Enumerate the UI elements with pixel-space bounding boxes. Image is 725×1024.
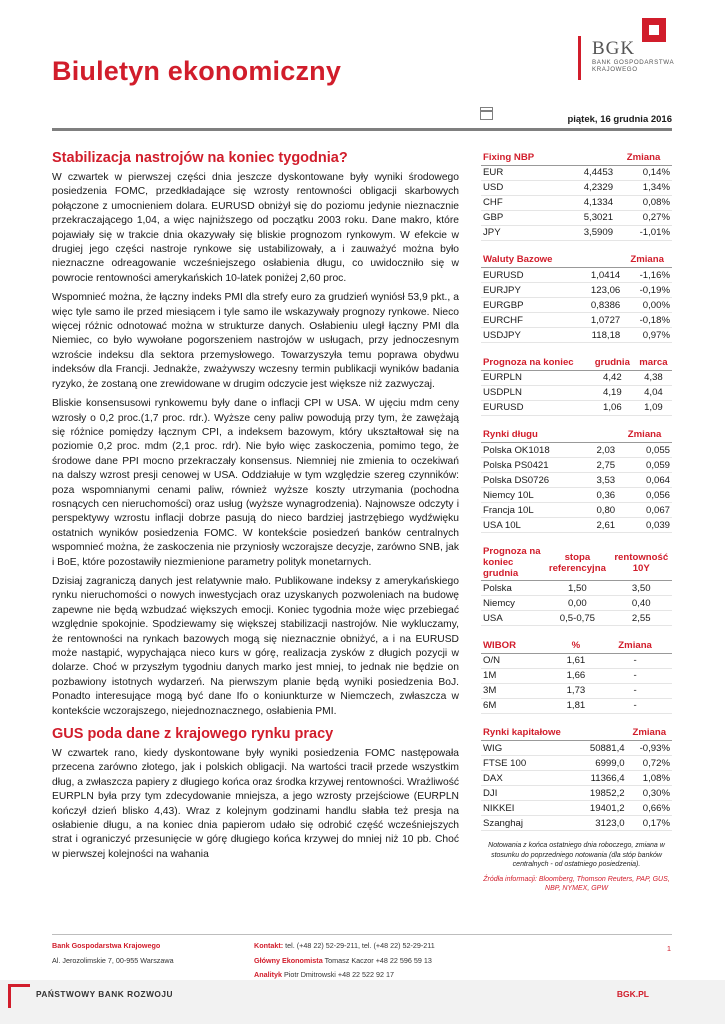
table-header-cell: Zmiana <box>627 726 672 741</box>
table-cell: 3M <box>481 683 554 698</box>
table-cell: 2,75 <box>584 458 617 473</box>
table-cell: 1,50 <box>544 581 610 596</box>
table-header-row <box>481 726 672 741</box>
table-cell: Polska OK1018 <box>481 443 584 458</box>
table-cell: EURUSD <box>481 400 590 415</box>
issue-date: piątek, 16 grudnia 2016 <box>567 114 672 125</box>
table-cell: 1,81 <box>554 698 599 713</box>
table-header-cell: Fixing NBP <box>481 150 565 165</box>
table-cell: 0,97% <box>622 328 672 343</box>
table-row <box>481 668 672 683</box>
table-cell: EURCHF <box>481 313 578 328</box>
table-cell: 4,2329 <box>565 180 616 195</box>
table-cell: 0,72% <box>627 756 672 771</box>
table-cell: Niemcy <box>481 596 544 611</box>
table-cell: 0,056 <box>617 488 672 503</box>
table-row <box>481 370 672 385</box>
page-number: 1 <box>666 944 671 953</box>
table-cell: -1,16% <box>622 268 672 283</box>
table-cell: USD <box>481 180 565 195</box>
table-cell: EURGBP <box>481 298 578 313</box>
table-cell: Polska <box>481 581 544 596</box>
table-cell: 0,17% <box>627 816 672 831</box>
footer-bank-name: Bank Gospodarstwa Krajowego <box>52 941 161 950</box>
table-cell: 2,03 <box>584 443 617 458</box>
table-cell: 6M <box>481 698 554 713</box>
table-row <box>481 283 672 298</box>
table-cell: 19852,2 <box>580 786 627 801</box>
table-row <box>481 225 672 240</box>
footer-contact: Kontakt: tel. (+48 22) 52-29-211, tel. (+48 22) 52-29-211 <box>254 941 435 950</box>
wibor-table <box>481 638 672 714</box>
table-cell: - <box>598 698 672 713</box>
table-cell: 11366,4 <box>580 771 627 786</box>
table-header-cell <box>580 726 627 741</box>
capital-markets-table <box>481 726 672 832</box>
table-header-cell: stopa referencyjna <box>544 545 610 581</box>
article2-heading: GUS poda dane z krajowego rynku pracy <box>52 726 334 743</box>
table-row <box>481 488 672 503</box>
table-row <box>481 210 672 225</box>
article1-paragraph: Dzisiaj zagraniczą danych jest relatywnie mało. Publikowane indeksy z amerykańskiego rynku nieruchomości o nowych inwestycjach oraz uzyskanych pozwoleniach na budowę zapewne nie będą wzbudzać większych emocji. Koniec tygodnia może więc przebiegać względnie spokojnie. Spodziewamy się większej stabilizacji nastrojów. Nie wykluczamy, że rentowności na rynkach bazowych mogą się nieznacznie obniżyć, a i na EURUSD może nastąpić, wypychająca nieco kurs w górę, realizacja zysków z długich pozycji w dolarze. Choć w przyszłym tygodniu danych marko jest mniej, to jednak nie będzie on pozbawiony istotnych wydarzeń. Na pierwszym planie będą wyniki posiedzenia BoJ. Ponadto interesujące mogą być dane Ifo o koniunkturze w Niemczech, zwłaszcza w kontekście wczorajszego, niejednoznacznego, osłabienia PMI. <box>52 575 459 717</box>
table-cell: 0,067 <box>617 503 672 518</box>
table-cell: 0,039 <box>617 518 672 533</box>
table-row <box>481 756 672 771</box>
header-divider <box>52 128 672 131</box>
footer-analyst: Analityk Piotr Dmitrowski +48 22 522 92 17 <box>254 970 395 979</box>
table-row <box>481 611 672 626</box>
table-cell: Polska DS0726 <box>481 473 584 488</box>
debt-market-table <box>481 428 672 534</box>
table-cell: 50881,4 <box>580 741 627 756</box>
table-cell: 0,8386 <box>578 298 622 313</box>
table-cell: 118,18 <box>578 328 622 343</box>
table-row <box>481 328 672 343</box>
table-cell: EURPLN <box>481 370 590 385</box>
table-row <box>481 268 672 283</box>
table-row <box>481 771 672 786</box>
table-cell: CHF <box>481 195 565 210</box>
table-cell: 3,53 <box>584 473 617 488</box>
table-cell: 4,4453 <box>565 165 616 180</box>
table-cell: 2,55 <box>611 611 672 626</box>
page-title: Biuletyn ekonomiczny <box>52 56 342 86</box>
table-header-cell: Prognoza na koniec grudnia <box>481 545 544 581</box>
fixing-table <box>481 150 672 241</box>
table-row <box>481 741 672 756</box>
table-header-cell: Zmiana <box>598 638 672 653</box>
table-cell: 5,3021 <box>565 210 616 225</box>
table-cell: WIG <box>481 741 580 756</box>
table-row <box>481 473 672 488</box>
article1-paragraph: Wspomnieć można, że łączny indeks PMI dla strefy euro za grudzień wyniósł 53,9 pkt., a więc tyle samo ile przed miesiącem i tyle samo ile wskazywały prognozy rynkowe. Nieco więcej różnic odnotować można w strukturze danych. Osłabieniu uległ łączny PMI dla Niemiec, co było wywołane pogorszeniem nastrojów w usługach, przy jednoczesnym wzroście indeksu dla sektora przemysłowego. Towarzyszyła temu poprawa obydwu indeksów dla Francji. Jednakże, zważywszy wczesny termin publikacji wyników badania ryzyko, że zostaną one zrewidowane w drugim odczycie jest większe niż zazwyczaj. <box>52 292 459 390</box>
table-cell: FTSE 100 <box>481 756 580 771</box>
forecast-table <box>481 355 672 416</box>
table-header-row <box>481 355 672 370</box>
table-cell: 0,00 <box>544 596 610 611</box>
table-row <box>481 400 672 415</box>
footer-chief-economist: Główny Ekonomista Tomasz Kaczor +48 22 596 59 13 <box>254 956 432 965</box>
quote-note: Notowania z końca ostatniego dnia roboczego, zmiana w stosunku do poprzedniego notowania (dla stóp banków centralnych - od ostatniego posiedzenia). <box>488 842 665 868</box>
table-cell: 1M <box>481 668 554 683</box>
table-cell: 1,06 <box>590 400 635 415</box>
table-row <box>481 458 672 473</box>
table-cell: 6999,0 <box>580 756 627 771</box>
table-row <box>481 698 672 713</box>
sources-note: Źródła informacji: Bloomberg, Thomson Reuters, PAP, GUS, NBP, NYMEX, GPW <box>483 875 670 892</box>
logo-subtitle: BANK GOSPODARSTWA KRAJOWEGO <box>592 59 675 73</box>
table-header-row <box>481 638 672 653</box>
table-cell: 1,61 <box>554 653 599 668</box>
logo-text: BGK <box>592 38 636 59</box>
table-cell: -0,19% <box>622 283 672 298</box>
table-row <box>481 195 672 210</box>
table-cell: Polska PS0421 <box>481 458 584 473</box>
footer-strip <box>0 980 725 1024</box>
table-cell: 0,66% <box>627 801 672 816</box>
table-cell: 0,40 <box>611 596 672 611</box>
table-header-row <box>481 253 672 268</box>
table-cell: 0,14% <box>615 165 672 180</box>
table-cell: O/N <box>481 653 554 668</box>
pbr-logo-icon <box>8 984 30 1008</box>
article1-heading: Stabilizacja nastrojów na koniec tygodnia? <box>52 150 348 166</box>
table-cell: 1,0414 <box>578 268 622 283</box>
table-cell: GBP <box>481 210 565 225</box>
footer-divider <box>52 934 672 935</box>
logo-square-icon <box>642 18 666 42</box>
table-cell: 4,38 <box>635 370 672 385</box>
bgk-logo <box>578 18 688 80</box>
table-row <box>481 385 672 400</box>
table-cell: - <box>598 653 672 668</box>
table-row <box>481 298 672 313</box>
table-row <box>481 683 672 698</box>
article1-paragraph: W czwartek w pierwszej części dnia jeszcze dyskontowane były wyniki środowego posiedzenia FOMC, przedkładające się wzrosty rentowności obligacji skarbowych połączone z umocnieniem dolara. EURUSD obniżył się do poziomu jedynie nieznacznie przekraczającego 1,04, a więc najniższego od początku 2003 roku. Dane makro, które pojawiały się w trakcie dnia okazywały się bliskie prognozom rynkowym. W efekcie w drugiej jego części nastroje rynkowe się ustabilizowały, a i zauważyć można było nieznaczne odreagowanie wcześniejszego osłabienia długu, co uwidoczniło się w powrocie rentowności amerykańskich 10-latek poniżej 2,60 proc. <box>52 172 459 284</box>
table-header-cell: Rynki długu <box>481 428 584 443</box>
table-row <box>481 653 672 668</box>
base-currencies-table <box>481 253 672 344</box>
table-header-cell: Zmiana <box>622 253 672 268</box>
table-cell: USA 10L <box>481 518 584 533</box>
table-cell: 19401,2 <box>580 801 627 816</box>
table-cell: -0,18% <box>622 313 672 328</box>
table-row <box>481 816 672 831</box>
table-header-cell <box>584 428 617 443</box>
table-cell: 0,055 <box>617 443 672 458</box>
table-cell: 1,08% <box>627 771 672 786</box>
table-row <box>481 786 672 801</box>
table-cell: 0,36 <box>584 488 617 503</box>
table-cell: - <box>598 683 672 698</box>
table-cell: Niemcy 10L <box>481 488 584 503</box>
table-header-cell: rentowność 10Y <box>611 545 672 581</box>
table-cell: USA <box>481 611 544 626</box>
table-cell: 0,30% <box>627 786 672 801</box>
table-cell: 0,5-0,75 <box>544 611 610 626</box>
table-header-cell: Waluty Bazowe <box>481 253 578 268</box>
table-row <box>481 180 672 195</box>
table-header-cell: Rynki kapitałowe <box>481 726 580 741</box>
table-cell: 0,27% <box>615 210 672 225</box>
table-cell: USDJPY <box>481 328 578 343</box>
table-header-cell: Zmiana <box>617 428 672 443</box>
table-cell: EURUSD <box>481 268 578 283</box>
table-cell: 1,0727 <box>578 313 622 328</box>
table-row <box>481 165 672 180</box>
table-header-cell: WIBOR <box>481 638 554 653</box>
table-header-cell <box>578 253 622 268</box>
table-row <box>481 503 672 518</box>
article2-paragraph: W czwartek rano, kiedy dyskontowane były wyniki posiedzenia FOMC następowała przecena zarówno złotego, jak i polskich obligacji. Na wartości tracił przede wszystkim dług, a zwłaszcza papiery z długiego końca oraz środka krzywej rentowności. Wrażliwość EURPLN była przy tym zdecydowanie mniejsza, a jego wzrosty przejściowe (EURPLN kończył dzień blisko 4,43). Wraz z kolejnym godzinami handlu słabła też presja na osłabienie długu, a na koniec dnia papierom udało się odrobić część wcześniejszych strat i ograniczyć przesunięcie w górę długiego końca krzywej do mniej niż 10 pb. Choć w pierwszej kolejności na wahania <box>52 748 459 860</box>
table-cell: DAX <box>481 771 580 786</box>
table-cell: USDPLN <box>481 385 590 400</box>
table-header-cell <box>565 150 616 165</box>
table-cell: 123,06 <box>578 283 622 298</box>
table-cell: 0,064 <box>617 473 672 488</box>
table-cell: 4,42 <box>590 370 635 385</box>
logo-line-icon <box>578 36 581 80</box>
table-cell: 1,66 <box>554 668 599 683</box>
table-header-row <box>481 150 672 165</box>
table-cell: DJI <box>481 786 580 801</box>
table-cell: EUR <box>481 165 565 180</box>
pbr-label: PAŃSTWOWY BANK ROZWOJU <box>36 989 173 999</box>
table-header-cell: Zmiana <box>615 150 672 165</box>
table-cell: 3123,0 <box>580 816 627 831</box>
table-cell: EURJPY <box>481 283 578 298</box>
table-header-cell: Prognoza na koniec <box>481 355 590 370</box>
rates-forecast-table <box>481 545 672 626</box>
main-column <box>52 150 459 867</box>
table-row <box>481 518 672 533</box>
table-cell: 2,61 <box>584 518 617 533</box>
table-row <box>481 581 672 596</box>
table-cell: 4,04 <box>635 385 672 400</box>
table-row <box>481 801 672 816</box>
table-cell: 0,08% <box>615 195 672 210</box>
table-cell: 4,19 <box>590 385 635 400</box>
table-header-row <box>481 428 672 443</box>
table-cell: 3,5909 <box>565 225 616 240</box>
table-header-cell: % <box>554 638 599 653</box>
table-header-cell: grudnia <box>590 355 635 370</box>
calendar-icon <box>480 107 493 120</box>
website-link[interactable]: BGK.PL <box>616 989 649 999</box>
table-cell: Szanghaj <box>481 816 580 831</box>
table-row <box>481 443 672 458</box>
table-cell: - <box>598 668 672 683</box>
table-cell: -1,01% <box>615 225 672 240</box>
table-cell: 0,80 <box>584 503 617 518</box>
table-cell: 4,1334 <box>565 195 616 210</box>
table-row <box>481 596 672 611</box>
table-cell: 0,059 <box>617 458 672 473</box>
table-cell: Francja 10L <box>481 503 584 518</box>
table-cell: 1,34% <box>615 180 672 195</box>
market-sidebar <box>481 150 672 894</box>
table-cell: 1,73 <box>554 683 599 698</box>
table-cell: NIKKEI <box>481 801 580 816</box>
table-header-row <box>481 545 672 581</box>
table-cell: 3,50 <box>611 581 672 596</box>
table-cell: JPY <box>481 225 565 240</box>
article1-paragraph: Bliskie konsensusowi rynkowemu były dane o inflacji CPI w USA. W ujęciu mdm ceny wzrosły o 0,2 proc.(1,7 proc. rdr.). Wyższe ceny paliw powodują przy tym, że zawężają się różnice pomiędzy łącznym CPI, a indeksem bazowym, który ukształtował się na poziomie 0,2 proc. mdm (2,1 proc. rdr). Nie było więc zaskoczenia, pomimo tego, że środowe dane PPI mocno przekraczały konsensus. Niemniej nie zmienia to oczekiwań na dalszy wzrost presji cenowej w USA. Oddziałuje w tym względzie szereg czynników: poza wspomnianymi cenami paliw, również wyższe koszty utrzymania (pochodna rosnących cen nieruchomości) oraz usług (wyższe wynagrodzenia). Najnowsze odczyty i perspektywy wzrostu inflacji dobrze pasują do nieco bardziej jastrzębiego wydźwięku ostatnich wyników posiedzenia FOMC. W kontekście posiedzeń banków centralnych wspomnieć można, że zaskoczenia nie przyniosły wczorajsze decyzje, zarówno SNB, jak i BoE, które pozostawiły niezmienione parametry polityk monetarnych. <box>52 398 459 568</box>
table-row <box>481 313 672 328</box>
footer-address: Al. Jerozolimskie 7, 00-955 Warszawa <box>52 956 174 965</box>
table-cell: 0,00% <box>622 298 672 313</box>
table-header-cell: marca <box>635 355 672 370</box>
table-cell: -0,93% <box>627 741 672 756</box>
table-cell: 1,09 <box>635 400 672 415</box>
